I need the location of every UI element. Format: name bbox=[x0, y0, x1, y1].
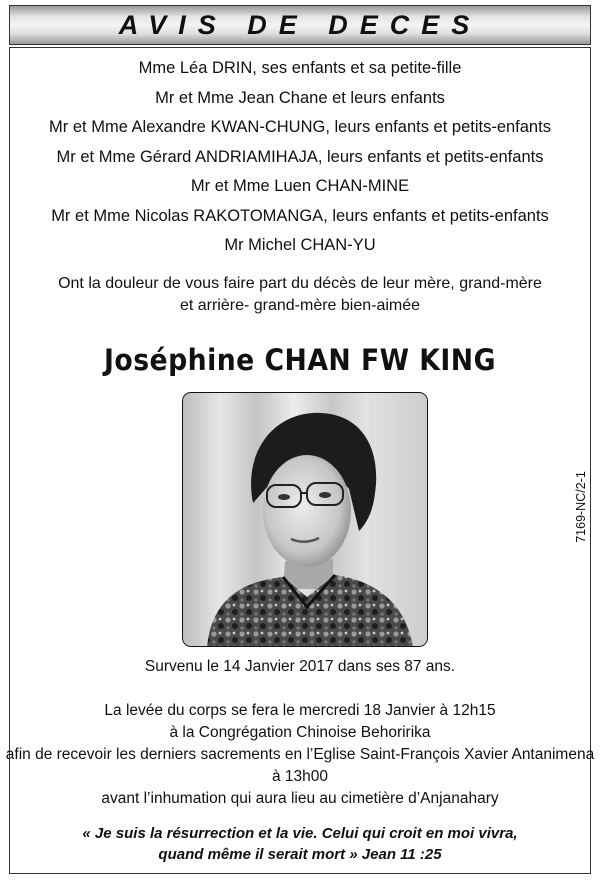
ceremony-line: afin de recevoir les derniers sacrements en l’Eglise Saint-François Xavier Antanimena bbox=[5, 746, 595, 763]
family-line: Mr et Mme Alexandre KWAN-CHUNG, leurs enfants et petits-enfants bbox=[49, 118, 551, 136]
ceremony-details bbox=[0, 700, 600, 810]
bible-quote bbox=[0, 823, 600, 865]
passing-date: Survenu le 14 Janvier 2017 dans ses 87 ans. bbox=[144, 658, 456, 675]
reference-code: 7169-NC/2-1 bbox=[574, 471, 588, 543]
announcement bbox=[0, 273, 600, 317]
family-line: Mr et Mme Gérard ANDRIAMIHAJA, leurs enfants et petits-enfants bbox=[56, 147, 544, 166]
family-line: Mr Michel CHAN-YU bbox=[224, 236, 376, 254]
family-line: Mr et Mme Nicolas RAKOTOMANGA, leurs enfants et petits-enfants bbox=[51, 206, 549, 225]
ceremony-line: avant l’inhumation qui aura lieu au cimetière d’Anjanahary bbox=[101, 790, 499, 807]
notice-title: AVIS DE DECES bbox=[118, 10, 482, 40]
family-line: Mr et Mme Jean Chane et leurs enfants bbox=[155, 88, 445, 107]
ceremony-line: La levée du corps se fera le mercredi 18 Janvier à 12h15 bbox=[104, 702, 496, 719]
portrait-image bbox=[183, 393, 428, 647]
announcement-line: et arrière- grand-mère bien-aimée bbox=[179, 297, 421, 314]
family-line: Mr et Mme Luen CHAN-MINE bbox=[190, 177, 410, 195]
header-banner bbox=[9, 5, 591, 45]
quote-line: « Je suis la résurrection et la vie. Celui qui croit en moi vivra, bbox=[82, 825, 518, 842]
deceased-portrait bbox=[182, 392, 428, 647]
ceremony-line: à la Congrégation Chinoise Behoririka bbox=[169, 724, 431, 741]
ceremony-line: à 13h00 bbox=[271, 768, 329, 785]
family-line: Mme Léa DRIN, ses enfants et sa petite-fille bbox=[138, 59, 462, 77]
family-list bbox=[0, 54, 600, 261]
announcement-line: Ont la douleur de vous faire part du décès de leur mère, grand-mère bbox=[58, 275, 542, 292]
deceased-name: Joséphine CHAN FW KING bbox=[104, 343, 496, 377]
quote-line: quand même il serait mort » Jean 11 :25 bbox=[158, 846, 442, 863]
